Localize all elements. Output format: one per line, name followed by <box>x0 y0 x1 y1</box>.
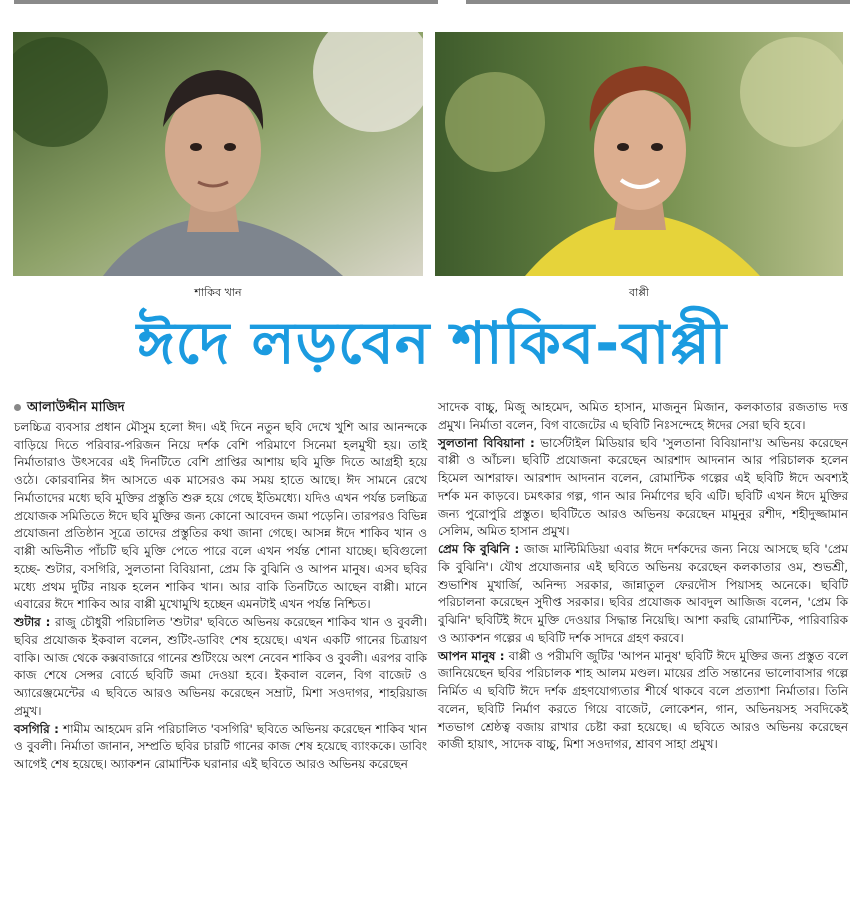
apon-text: বাপ্পী ও পরীমণি জুটির 'আপন মানুষ' ছবিটি ঈদে মুক্তির জন্য প্রস্তুত বলে জানিয়েছেন ছবির পরিচালক শাহ আলম মণ্ডল। মায়ের প্রতি সন্তানের ভালোবাসার গল্পে নির্মিত এ ছবিটি ঈদে দর্শক গ্রহণযোগ্যতার শীর্ষে থাকবে বলে প্রত্যাশা নির্মাতার। তিনি বলেন, ছবিটি নির্মাণ করতে গিয়ে বাজেট, লোকেশন, গান, অভিনয়সহ সবদিকেই শতভাগ শ্রেষ্ঠত্ব বজায় রাখার চেষ্টা করা হয়েছে। এ ছবিতে আরও অভিনয় করেছেন কাজী হায়াৎ, সাদেক বাচ্চু, মিশা সওদাগর, শ্রাবণ সাহা প্রমুখ। <box>438 648 848 752</box>
left-column <box>14 399 427 774</box>
byline-name: আলাউদ্দীন মাজিদ <box>27 400 125 415</box>
bosgiri-lead: বসগিরি : <box>14 721 59 736</box>
right-column <box>438 399 848 754</box>
apon-lead: আপন মানুষ : <box>438 648 505 663</box>
shooter-paragraph <box>14 614 427 721</box>
photo-shakib-khan <box>13 32 423 276</box>
prem-lead: প্রেম কি বুঝিনি : <box>438 542 520 556</box>
sultana-lead: সুলতানা বিবিয়ানা : <box>438 435 535 450</box>
bosgiri-paragraph <box>14 721 427 774</box>
shooter-text: রাজু চৌধুরী পরিচালিত 'শুটার' ছবিতে অভিনয় করেছেন শাকিব খান ও বুবলী। ছবির প্রযোজক ইকবাল বলেন, শুটিং-ডাবিং শেষ হয়েছে। এখন একটি গানের চিত্রায়ণ বাকি। আজ থেকে কক্সবাজারে গানের শুটিংয়ে অংশ নেবেন শাকিব ও বুবলী। এরপর বাকি কাজ শেষে সেন্সর বোর্ডে ছবিটি জমা দেওয়া হবে। ইকবাল বলেন, বিগ বাজেট ও অ্যারেঞ্জমেন্টের এ ছবিতে আরও অভিনয় করেছেন সম্রাট, মিশা সওদাগর, শাহরিয়াজ প্রমুখ। <box>14 615 427 718</box>
shooter-lead: শুটার : <box>14 615 51 629</box>
continued-paragraph: সাদেক বাচ্চু, মিজু আহমেদ, অমিত হাসান, মাজনুন মিজান, কলকাতার রজতাভ দত্ত প্রমুখ। নির্মাতা বলেন, বিগ বাজেটের এ ছবিটি নিঃসন্দেহে ঈদের সেরা ছবি হবে। <box>438 400 848 432</box>
sultana-paragraph <box>438 435 848 542</box>
intro-paragraph: চলচ্চিত্র ব্যবসার প্রধান মৌসুম হলো ঈদ। এই দিনে নতুন ছবি দেখে খুশি আর আনন্দকে বাড়িয়ে দিতে পরিবার-পরিজন নিয়ে দর্শক বেশি পরিমাণে সিনেমা হলমুখী হয়। তাই নির্মাতারাও উৎসবের এই দিনটিতে বেশি প্রাপ্তির আশায় ছবি মুক্তি দিতে আগ্রহী হয়ে ওঠে। কোরবানির ঈদ আসতে এক মাসেরও কম সময় হাতে আছে। ঈদ সামনে রেখে নির্মাতাদের মধ্যে ছবি মুক্তির প্রস্তুতি শুরু হয়ে গেছে ইতিমধ্যে। যদিও এখন পর্যন্ত চলচ্চিত্র প্রযোজক সমিতিতে ঈদে ছবি মুক্তির জন্য কোনো আবেদন জমা পড়েনি। তারপরও বিভিন্ন প্রযোজনা প্রতিষ্ঠান সূত্রে তাদের প্রস্তুতির কথা জানা গেছে। আসন্ন ঈদে শাকিব খান ও বাপ্পী অভিনীত পাঁচটি ছবি মুক্তি পেতে পারে বলে এখন পর্যন্ত শোনা যাচ্ছে। ছবিগুলো হচ্ছে- শুটার, বসগিরি, সুলতানা বিবিয়ানা, প্রেম কি বুঝিনি ও আপন মানুষ। এসব ছবির মধ্যে প্রথম দুটির নায়ক হলেন শাকিব খান। আর বাকি তিনটিতে আছেন বাপ্পী। মানে এবারের ঈদে শাকিব আর বাপ্পী মুখোমুখি হচ্ছেন এমনটাই এখন পর্যন্ত নিশ্চিত। <box>14 419 427 612</box>
apon-paragraph <box>438 648 848 755</box>
headline: ঈদে লড়বেন শাকিব-বাপ্পী <box>136 309 728 377</box>
top-rule-right <box>466 0 850 4</box>
prem-paragraph <box>438 541 848 648</box>
prem-text: জাজ মাল্টিমিডিয়া এবার ঈদে দর্শকদের জন্য নিয়ে আসছে ছবি 'প্রেম কি বুঝিনি'। যৌথ প্রযোজনার এই ছবিতে অভিনয় করেছেন কলকাতার ওম, শুভশ্রী, শুভাশিষ মুখার্জি, অনিন্দ্য সরকার, জান্নাতুল ফেরদৌস পিয়াসহ অনেকে। ছবিটি পরিচালনা করেছেন সুদীপ্ত সরকার। ছবির প্রযোজক আবদুল আজিজ বলেন, 'প্রেম কি বুঝিনি' ছবিটিই ঈদে মুক্তি দেওয়ার সিদ্ধান্ত নিয়েছি। আশা করছি রোমান্টিক, পারিবারিক ও অ্যাকশন গল্পের এ ছবিটি দর্শক সাদরে গ্রহণ করবে। <box>438 542 848 645</box>
bullet-icon <box>14 404 21 411</box>
byline <box>14 399 427 417</box>
caption-left: শাকিব খান <box>194 286 242 299</box>
photo-bappy <box>435 32 843 276</box>
bosgiri-text: শামীম আহমেদ রনি পরিচালিত 'বসগিরি' ছবিতে অভিনয় করেছেন শাকিব খান ও বুবলী। নির্মাতা জানান, সম্প্রতি ছবির চারটি গানের কাজ শেষ হয়েছে ব্যাংককে। ডাবিং আগেই শেষ হয়েছে। অ্যাকশন রোমান্টিক ঘরানার এই ছবিতে আরও অভিনয় করেছেন <box>14 721 427 771</box>
sultana-text: ভার্সেটাইল মিডিয়ার ছবি 'সুলতানা বিবিয়ানা'য় অভিনয় করেছেন বাপ্পী ও আঁচল। ছবিটি প্রযোজনা করেছেন আরশাদ আদনান আর পরিচালক হলেন হিমেল আশরাফ। আরশাদ আদনান বলেন, রোমান্টিক গল্পের এই ছবিটি ঈদে অবশ্যই দর্শক মন কাড়বে। চমৎকার গল্প, গান আর নির্মাণের ছবি এটি। ছবিটি এখন ঈদে মুক্তির জন্য পুরোপুরি প্রস্তুত। ছবিটিতে আরও অভিনয় করেছেন মামুনুর রশীদ, শহীদুজ্জামান সেলিম, অমিত হাসান প্রমুখ। <box>438 435 848 539</box>
top-rule-left <box>14 0 438 4</box>
caption-right: বাপ্পী <box>629 286 649 299</box>
